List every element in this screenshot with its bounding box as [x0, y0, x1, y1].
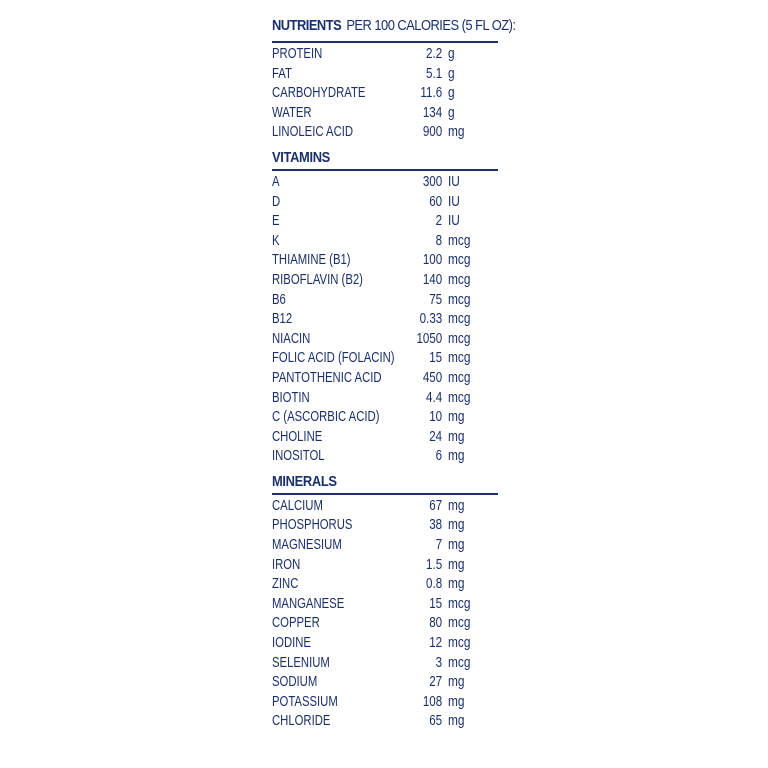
nutrient-value: 24 — [427, 428, 442, 448]
nutrient-value: 12 — [427, 634, 442, 654]
nutrient-label: WATER — [272, 104, 312, 121]
nutrient-unit: g — [448, 85, 455, 102]
nutrient-label: NIACIN — [272, 330, 311, 347]
nutrient-label: POTASSIUM — [272, 693, 338, 710]
nutrient-row — [272, 673, 498, 693]
nutrient-label: LINOLEIC ACID — [272, 124, 354, 141]
nutrient-unit: IU — [448, 213, 460, 230]
nutrient-unit: mcg — [448, 330, 471, 347]
nutrient-unit: mcg — [448, 654, 471, 671]
vitamins-heading: VITAMINS — [272, 148, 330, 166]
nutrient-unit: mg — [448, 713, 465, 730]
nutrient-unit: mcg — [448, 350, 471, 367]
nutrient-label: PROTEIN — [272, 46, 323, 62]
nutrient-value: 300 — [420, 173, 442, 193]
nutrient-label: IODINE — [272, 635, 311, 652]
vitamins-list — [272, 171, 498, 467]
nutrient-row — [272, 330, 498, 350]
nutrient-unit: mcg — [448, 635, 471, 652]
nutrient-label: FOLIC ACID (FOLACIN) — [272, 350, 395, 367]
nutrient-row — [272, 310, 498, 330]
nutrient-unit: mcg — [448, 311, 471, 328]
nutrient-label: IRON — [272, 556, 301, 573]
nutrient-row — [272, 447, 498, 467]
nutrient-row — [272, 536, 498, 556]
nutrient-value: 65 — [427, 712, 442, 732]
nutrient-row — [272, 84, 498, 104]
nutrient-row — [272, 369, 498, 389]
minerals-list — [272, 495, 498, 732]
nutrient-label: CARBOHYDRATE — [272, 85, 366, 102]
nutrient-label: A — [272, 173, 280, 190]
nutrient-unit: mg — [448, 576, 465, 593]
minerals-heading: MINERALS — [272, 472, 337, 490]
title-serving: PER 100 CALORIES (5 FL OZ): — [346, 17, 516, 34]
nutrient-value: 8 — [433, 232, 442, 252]
nutrient-row — [272, 212, 498, 232]
nutrition-panel — [272, 17, 516, 732]
nutrient-row — [272, 497, 498, 517]
nutrient-label: CALCIUM — [272, 497, 323, 514]
nutrient-label: E — [272, 213, 280, 230]
nutrient-unit: mcg — [448, 389, 471, 406]
nutrient-value: 2.2 — [423, 45, 442, 65]
nutrient-row — [272, 634, 498, 654]
nutrient-value: 7 — [433, 536, 442, 556]
nutrient-value: 3 — [433, 654, 442, 674]
nutrient-unit: mg — [448, 674, 465, 691]
nutrient-unit: mg — [448, 428, 465, 445]
nutrient-value: 67 — [427, 497, 442, 517]
nutrient-value: 1050 — [414, 330, 442, 350]
nutrient-row — [272, 712, 498, 732]
nutrient-label: CHLORIDE — [272, 713, 331, 730]
nutrient-row — [272, 595, 498, 615]
nutrient-value: 140 — [420, 271, 442, 291]
nutrient-label: SELENIUM — [272, 654, 330, 671]
nutrient-unit: mg — [448, 556, 465, 573]
nutrient-unit: mcg — [448, 232, 471, 249]
nutrient-label: MANGANESE — [272, 595, 345, 612]
nutrient-row — [272, 349, 498, 369]
nutrient-row — [272, 408, 498, 428]
nutrient-row — [272, 193, 498, 213]
nutrient-unit: mg — [448, 448, 465, 465]
nutrient-row — [272, 389, 498, 409]
nutrient-unit: mg — [448, 517, 465, 534]
nutrient-row — [272, 45, 498, 65]
nutrient-row — [272, 271, 498, 291]
nutrient-row — [272, 516, 498, 536]
nutrient-unit: mg — [448, 409, 465, 426]
nutrient-label: K — [272, 232, 280, 249]
nutrient-row — [272, 575, 498, 595]
nutrient-unit: mcg — [448, 291, 471, 308]
nutrient-unit: mg — [448, 693, 465, 710]
nutrient-label: THIAMINE (B1) — [272, 252, 351, 269]
nutrient-row — [272, 291, 498, 311]
nutrient-row — [272, 693, 498, 713]
nutrient-label: CHOLINE — [272, 428, 323, 445]
nutrient-unit: mcg — [448, 615, 471, 632]
nutrient-label: MAGNESIUM — [272, 537, 342, 554]
nutrient-row — [272, 65, 498, 85]
nutrient-value: 134 — [420, 104, 442, 124]
nutrient-unit: IU — [448, 173, 460, 190]
nutrient-label: INOSITOL — [272, 448, 325, 465]
nutrient-value: 80 — [427, 614, 442, 634]
nutrient-row — [272, 232, 498, 252]
nutrient-unit: g — [448, 65, 455, 82]
nutrient-label: PHOSPHORUS — [272, 517, 353, 534]
nutrient-value: 15 — [427, 349, 442, 369]
nutrient-row — [272, 556, 498, 576]
nutrient-value: 15 — [427, 595, 442, 615]
nutrient-row — [272, 428, 498, 448]
nutrient-label: COPPER — [272, 615, 320, 632]
nutrient-value: 27 — [427, 673, 442, 693]
nutrient-value: 38 — [427, 516, 442, 536]
panel-title — [272, 17, 516, 41]
nutrient-label: RIBOFLAVIN (B2) — [272, 271, 363, 288]
nutrient-label: D — [272, 193, 281, 210]
nutrient-unit: IU — [448, 193, 460, 210]
nutrient-value: 6 — [433, 447, 442, 467]
nutrient-value: 2 — [433, 212, 442, 232]
nutrient-unit: g — [448, 46, 455, 62]
nutrient-value: 450 — [420, 369, 442, 389]
nutrient-row — [272, 104, 498, 124]
nutrient-value: 100 — [420, 251, 442, 271]
nutrient-row — [272, 614, 498, 634]
nutrient-unit: g — [448, 104, 455, 121]
nutrient-row — [272, 654, 498, 674]
title-nutrients: NUTRIENTS — [272, 17, 342, 34]
nutrient-row — [272, 123, 498, 143]
nutrient-value: 10 — [427, 408, 442, 428]
nutrient-value: 75 — [427, 291, 442, 311]
nutrient-label: B12 — [272, 311, 293, 328]
nutrient-value: 0.33 — [417, 310, 442, 330]
nutrients-list — [272, 43, 498, 143]
nutrient-unit: mcg — [448, 252, 471, 269]
nutrient-label: SODIUM — [272, 674, 318, 691]
nutrient-value: 0.8 — [423, 575, 442, 595]
nutrient-value: 11.6 — [418, 84, 442, 104]
nutrient-value: 60 — [427, 193, 442, 213]
nutrient-value: 900 — [420, 123, 442, 143]
nutrient-unit: mcg — [448, 271, 471, 288]
nutrient-row — [272, 173, 498, 193]
nutrient-value: 1.5 — [423, 556, 442, 576]
nutrient-unit: mg — [448, 124, 465, 141]
nutrient-label: ZINC — [272, 576, 299, 593]
nutrient-label: FAT — [272, 65, 292, 82]
nutrient-label: PANTOTHENIC ACID — [272, 369, 382, 386]
nutrient-unit: mcg — [448, 369, 471, 386]
nutrient-unit: mg — [448, 537, 465, 554]
nutrient-label: B6 — [272, 291, 286, 308]
nutrient-label: C (ASCORBIC ACID) — [272, 409, 380, 426]
nutrient-unit: mg — [448, 497, 465, 514]
nutrient-row — [272, 251, 498, 271]
nutrient-unit: mcg — [448, 595, 471, 612]
nutrient-value: 5.1 — [423, 65, 442, 85]
nutrient-value: 108 — [420, 693, 442, 713]
nutrient-value: 4.4 — [423, 389, 442, 409]
nutrient-label: BIOTIN — [272, 389, 310, 406]
